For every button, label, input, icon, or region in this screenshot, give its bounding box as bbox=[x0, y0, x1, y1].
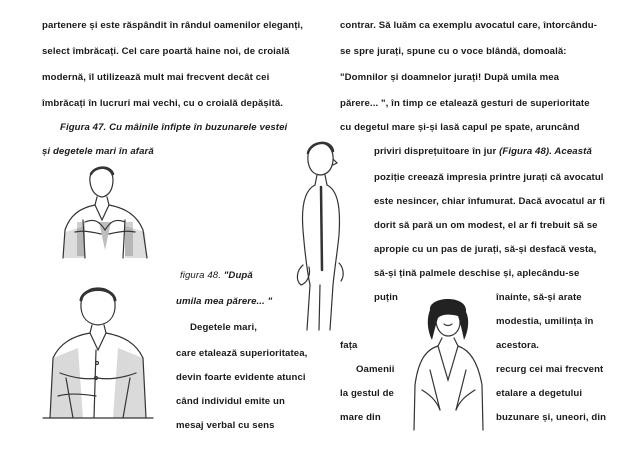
standing-man-illustration bbox=[285, 135, 360, 335]
figure-48-caption: când individul emite un bbox=[176, 396, 285, 407]
text-line: este nesincer, chiar înfumurat. Dacă avocatul ar fi bbox=[374, 196, 606, 207]
text-line: părere... ", în timp ce etalează gesturi de superioritate bbox=[340, 98, 590, 109]
figure-48-caption: care etalează superioritatea, bbox=[176, 348, 308, 359]
figure-48-caption: mesaj verbal cu sens bbox=[176, 420, 275, 431]
text-line: dorit să pară un om modest, el ar fi trebuit să se bbox=[374, 220, 598, 231]
text-span: priviri disprețuitoare în jur bbox=[374, 146, 497, 157]
figure-48-label: figura 48. bbox=[180, 270, 222, 281]
text-line bbox=[374, 146, 592, 157]
seated-man-illustration bbox=[38, 278, 158, 423]
text-line: Oamenii bbox=[356, 364, 395, 375]
text-line: la gestul de bbox=[340, 388, 394, 399]
text-line: poziție creează impresia printre jurați că avocatul bbox=[374, 172, 604, 183]
text-line: acestora. bbox=[496, 340, 540, 351]
text-line: recurg cei mai frecvent bbox=[496, 364, 604, 375]
text-line: mare din bbox=[340, 412, 381, 423]
woman-illustration bbox=[400, 290, 495, 445]
figure-47-illustration bbox=[55, 160, 155, 260]
text-line: select îmbrăcați. Cel care poartă haine noi, de croială bbox=[42, 46, 290, 57]
text-line: se spre jurați, spune cu o voce blândă, domoală: bbox=[340, 46, 567, 57]
text-line: apropie cu un pas de jurați, să-și desfacă vesta, bbox=[374, 244, 597, 255]
figure-48-caption: devin foarte evidente atunci bbox=[176, 372, 306, 383]
figure-48-quote: "După bbox=[221, 270, 253, 281]
text-line: îmbrăcați în lucruri mai vechi, cu o croială depășită. bbox=[42, 98, 284, 109]
text-line: modernă, îl utilizează mult mai frecvent decât cei bbox=[42, 72, 270, 83]
figure-48-caption: umila mea părere... " bbox=[176, 296, 273, 307]
text-line: etalare a degetului bbox=[496, 388, 583, 399]
text-line: fața bbox=[340, 340, 358, 351]
text-line: modestia, umilința în bbox=[496, 316, 594, 327]
text-line: partenere și este răspândit în rândul oamenilor eleganți, bbox=[42, 20, 304, 31]
text-line: puțin bbox=[374, 292, 398, 303]
figura-48-reference: (Figura 48). Această bbox=[499, 146, 592, 157]
figure-47-caption: Figura 47. Cu mâinile înfipte în buzunarele vestei bbox=[60, 122, 288, 133]
figure-47-caption: și degetele mari în afară bbox=[42, 146, 154, 157]
text-line: "Domnilor și doamnelor jurați! După umila mea bbox=[340, 72, 560, 83]
text-line: buzunare și, uneori, din bbox=[496, 412, 607, 423]
text-line: cu degetul mare și-și lasă capul pe spate, aruncând bbox=[340, 122, 580, 133]
text-line: înainte, să-și arate bbox=[496, 292, 582, 303]
text-line: să-și țină palmele deschise și, aplecându-se bbox=[374, 268, 580, 279]
figure-48-caption: Degetele mari, bbox=[190, 322, 257, 333]
figure-48-caption-title bbox=[180, 270, 253, 281]
text-line: contrar. Să luăm ca exemplu avocatul care, întorcându- bbox=[340, 20, 598, 31]
